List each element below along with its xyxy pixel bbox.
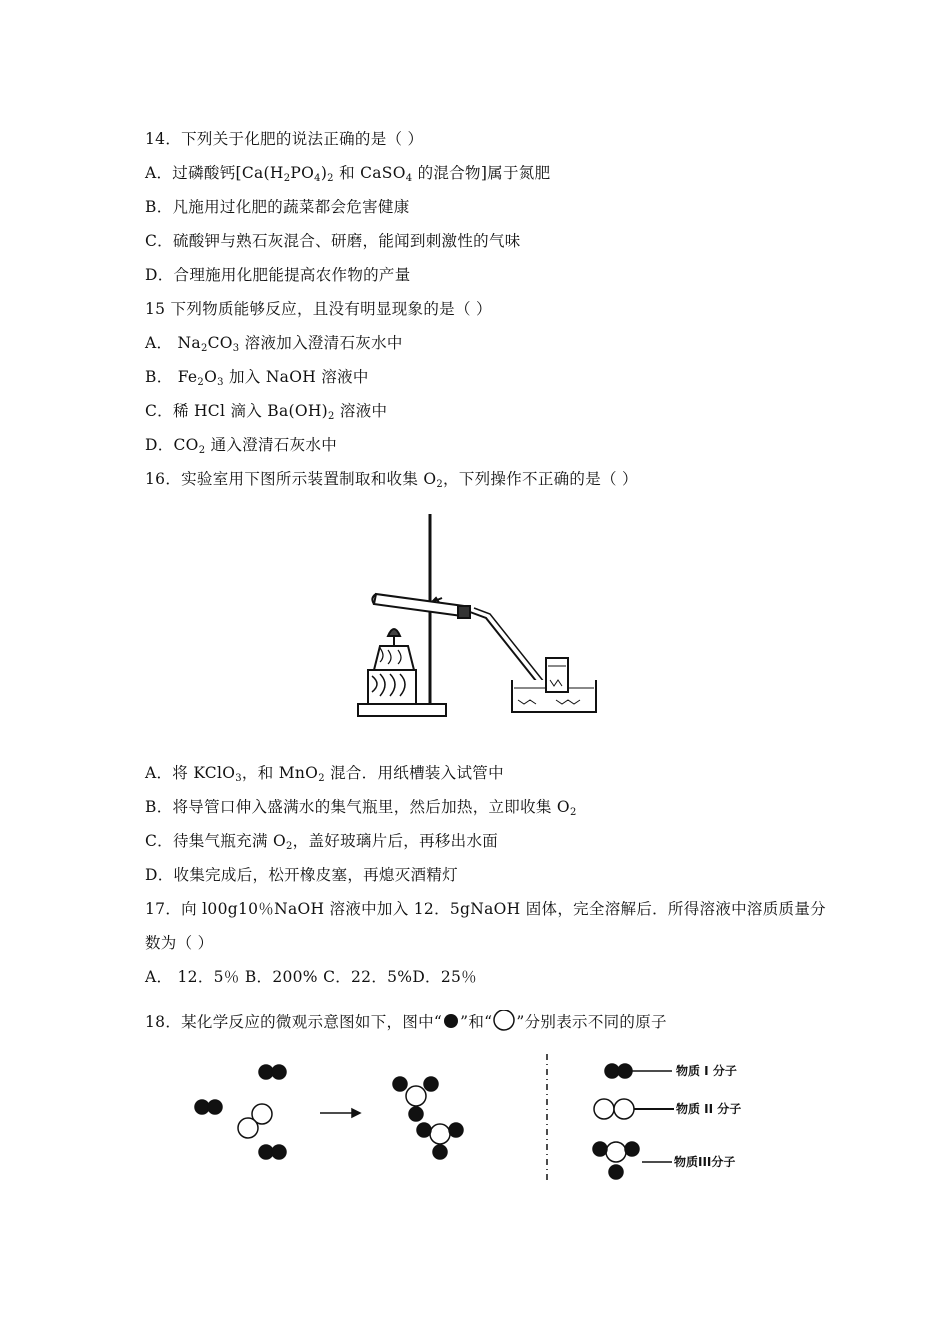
reaction-diagram — [190, 1050, 760, 1190]
q15-option-c: C．稀 HCl 滴入 $Ba(OH)_2$ 溶液中 — [145, 402, 388, 422]
q14-stem: 14．下列关于化肥的说法正确的是（ ） — [145, 130, 424, 148]
q14-option-d: D．合理施用化肥能提高农作物的产量 — [145, 266, 411, 284]
q15-option-a: A． $Na_2CO_3$ 溶液加入澄清石灰水中 — [145, 334, 403, 354]
reactant-black-molecule-2 — [195, 1100, 222, 1114]
legend-label-2: 物质 II 分子 — [676, 1102, 742, 1116]
oxygen-apparatus-figure — [350, 508, 605, 723]
q15-stem: 15 下列物质能够反应，且没有明显现象的是（ ） — [145, 300, 492, 318]
product-molecule-1 — [393, 1077, 438, 1121]
reactant-white-molecule — [238, 1104, 272, 1138]
q14-option-c: C．硫酸钾与熟石灰混合、研磨，能闻到刺激性的气味 — [145, 232, 521, 250]
white-atom-icon — [492, 1010, 516, 1036]
legend-molecule-2 — [594, 1099, 634, 1119]
legend-molecule-1 — [605, 1064, 632, 1078]
black-atom-icon — [442, 1014, 460, 1032]
legend-molecule-3 — [593, 1142, 639, 1179]
q17-options: A． 12．5％ B．200% C．22．5%D．25％ — [145, 968, 477, 986]
q16-option-c: C．待集气瓶充满 $O_2$，盖好玻璃片后，再移出水面 — [145, 832, 499, 852]
q14-option-b: B．凡施用过化肥的蔬菜都会危害健康 — [145, 198, 410, 216]
q14-option-a: A．过磷酸钙[$Ca(H_2PO_4)_2$ 和 CaSO$_4$ 的混合物]属于氮肥 — [145, 164, 551, 184]
legend-label-3: 物质III分子 — [674, 1155, 736, 1169]
q16-option-b: B．将导管口伸入盛满水的集气瓶里，然后加热，立即收集 $O_2$ — [145, 798, 577, 818]
reactant-black-molecule-1 — [259, 1065, 286, 1079]
q16-stem: 16．实验室用下图所示装置制取和收集 $O_2$，下列操作不正确的是（ ） — [145, 470, 638, 490]
product-molecule-2 — [417, 1123, 463, 1159]
q16-option-d: D．收集完成后，松开橡皮塞，再熄灭酒精灯 — [145, 866, 458, 884]
stand-base — [358, 704, 446, 716]
q16-option-a: A．将 KClO$_3$，和 MnO$_2$ 混合．用纸槽装入试管中 — [145, 764, 504, 784]
q15-option-b: B． $Fe_2O_3$ 加入 NaOH 溶液中 — [145, 368, 369, 388]
test-tube — [374, 594, 464, 616]
alcohol-lamp — [374, 646, 414, 670]
q18-stem: 18．某化学反应的微观示意图如下，图中“ ”和“ ”分别表示不同的原子 — [145, 1010, 667, 1036]
gas-bottle — [546, 658, 568, 692]
stopper — [458, 606, 470, 618]
flame — [388, 629, 400, 636]
reactant-black-molecule-3 — [259, 1145, 286, 1159]
legend-label-1: 物质 I 分子 — [676, 1064, 737, 1078]
q17-stem-line1: 17．向 l00g10％NaOH 溶液中加入 12．5gNaOH 固体，完全溶解后．所得溶液中溶质质量分 — [145, 900, 826, 918]
q15-option-d: D．$CO_2$ 通入澄清石灰水中 — [145, 436, 338, 456]
q17-stem-line2: 数为（ ） — [145, 934, 214, 952]
